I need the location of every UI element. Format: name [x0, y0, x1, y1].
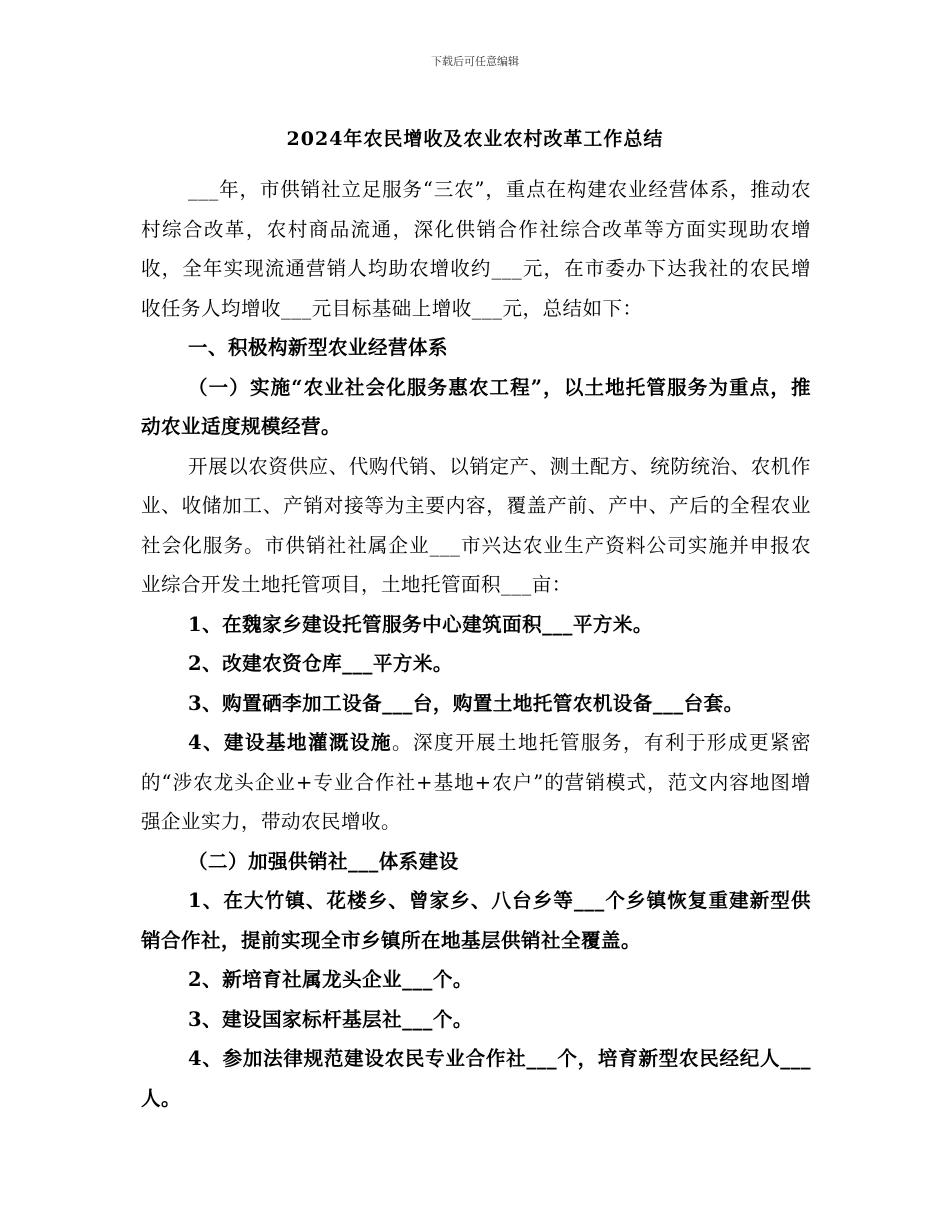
- list-item-2: 2、改建农资仓库___平方米。: [188, 652, 453, 675]
- paragraph-sub1-body: 开展以农资供应、代购代销、以销定产、测土配方、统防统治、农机作业、收储加工、产销对接等为主要内容，覆盖产前、产中、产后的全程农业社会化服务。市供销社社属企业___市兴达农业生产资料公司实施并申报农业综合开发土地托管项目，土地托管面积___亩：: [141, 454, 811, 596]
- subsection-heading-2: （二）加强供销社___体系建设: [188, 849, 459, 873]
- sub2-list-item-3: 3、建设国家标杆基层社___个。: [188, 1007, 473, 1031]
- document-body: [141, 170, 811, 1118]
- header-note: 下载后可任意编辑: [431, 55, 519, 68]
- document-title: 2024年农民增收及农业农村改革工作总结: [286, 128, 664, 150]
- list-item-4-bold: 4、建设基地灌溉设施: [188, 731, 393, 754]
- sub2-list-item-4: 4、参加法律规范建设农民专业合作社___个，培育新型农民经纪人___人。: [141, 1047, 811, 1110]
- subsection-heading-1: （一）实施“农业社会化服务惠农工程”，以土地托管服务为重点，推动农业适度规模经营。: [141, 375, 811, 438]
- list-item-4: [141, 723, 811, 842]
- sub2-list-item-2: 2、新培育社属龙头企业___个。: [188, 968, 473, 991]
- list-item-1: 1、在魏家乡建设托管服务中心建筑面积___平方米。: [188, 612, 653, 636]
- section-heading-1: 一、积极构新型农业经营体系: [188, 336, 449, 359]
- list-item-4-rest: 。深度开展土地托管服务，有利于形成更紧密的“涉农龙头企业+专业合作社+基地+农户”的营销模式，范文内容地图增强企业实力，带动农民增收。: [141, 731, 811, 833]
- sub2-list-item-1: 1、在大竹镇、花楼乡、曾家乡、八台乡等___个乡镇恢复重建新型供销合作社，提前实现全市乡镇所在地基层供销社全覆盖。: [141, 889, 811, 952]
- list-item-3: 3、购置硒李加工设备___台，购置土地托管农机设备___台套。: [188, 691, 744, 715]
- paragraph-intro: ___年，市供销社立足服务“三农”，重点在构建农业经营体系，推动农村综合改革，农村商品流通，深化供销合作社综合改革等方面实现助农增收，全年实现流通营销人均助农增收约___元，在市委办下达我社的农民增收任务人均增收___元目标基础上增收___元，总结如下：: [141, 178, 811, 320]
